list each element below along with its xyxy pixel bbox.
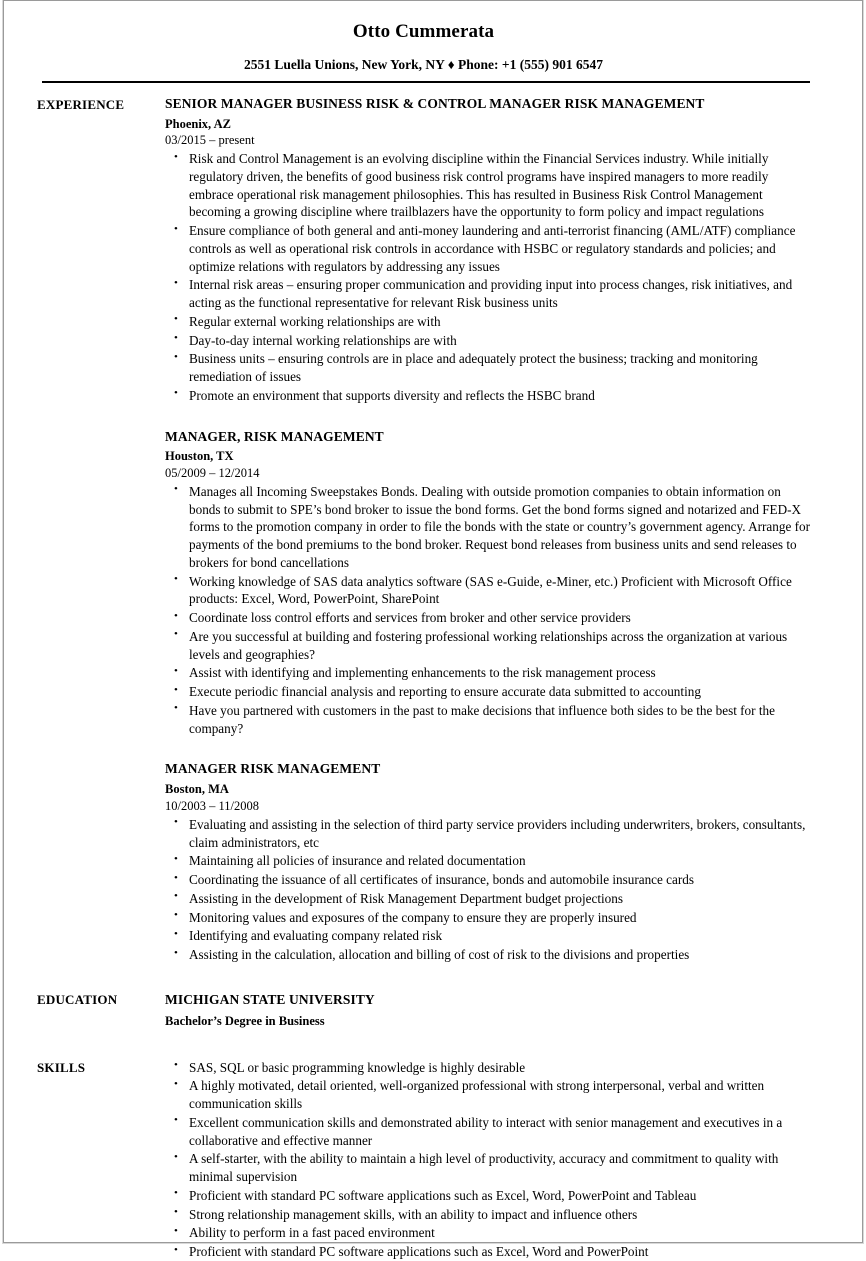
job-bullet: • Assisting in the development of Risk Management Department budget projections (165, 890, 810, 908)
job-bullet: • Are you successful at building and fostering professional working relationships across the organization at various levels and geographies? (165, 628, 810, 664)
job-bullet-list (165, 150, 810, 405)
skills-body (165, 1058, 810, 1261)
job-bullet: • Regular external working relationships are with (165, 313, 810, 331)
header-divider (42, 81, 810, 83)
job-entry (165, 429, 810, 738)
job-bullet: • Have you partnered with customers in the past to make decisions that influence both sides to be the best for the company? (165, 702, 810, 738)
skill-bullet: • Ability to perform in a fast paced environment (165, 1224, 810, 1242)
job-bullet: • Monitoring values and exposures of the company to ensure they are properly insured (165, 909, 810, 927)
job-bullet: • Evaluating and assisting in the selection of third party service providers including underwriters, brokers, consultants, claim administrators, etc (165, 816, 810, 852)
job-bullet: • Maintaining all policies of insurance and related documentation (165, 852, 810, 870)
section-label-experience: EXPERIENCE (37, 96, 125, 112)
section-label-education: EDUCATION (37, 991, 118, 1007)
job-bullet: • Working knowledge of SAS data analytics software (SAS e-Guide, e-Miner, etc.) Proficient with Microsoft Office products: Excel, Word, PowerPoint, SharePoint (165, 573, 810, 609)
skills-bullet-list (165, 1059, 810, 1261)
skill-bullet: • A self-starter, with the ability to maintain a high level of productivity, accuracy and commitment to quality with minimal supervision (165, 1150, 810, 1186)
job-bullet: • Assisting in the calculation, allocation and billing of cost of risk to the divisions and properties (165, 946, 810, 964)
job-bullet: • Coordinate loss control efforts and services from broker and other service providers (165, 609, 810, 627)
school-name: MICHIGAN STATE UNIVERSITY (165, 991, 375, 1007)
job-bullet-list (165, 483, 810, 738)
job-dates: 03/2015 – present (165, 132, 255, 147)
job-bullet-list (165, 816, 810, 964)
job-bullet: • Day-to-day internal working relationships are with (165, 332, 810, 350)
job-title: SENIOR MANAGER BUSINESS RISK & CONTROL MANAGER RISK MANAGEMENT (165, 95, 705, 111)
job-bullet: • Execute periodic financial analysis and reporting to ensure accurate data submitted to accounting (165, 683, 810, 701)
job-dates: 05/2009 – 12/2014 (165, 465, 260, 480)
job-location: Houston, TX (165, 449, 234, 464)
skill-bullet: • A highly motivated, detail oriented, well-organized professional with strong interpersonal, verbal and written communication skills (165, 1077, 810, 1113)
job-location: Boston, MA (165, 782, 229, 797)
job-bullet: • Promote an environment that supports diversity and reflects the HSBC brand (165, 387, 810, 405)
job-title: MANAGER, RISK MANAGEMENT (165, 428, 384, 444)
skill-bullet: • Strong relationship management skills, with an ability to impact and influence others (165, 1206, 810, 1224)
candidate-contact-line: 2551 Luella Unions, New York, NY ♦ Phone: +1 (555) 901 6547 (244, 56, 603, 72)
experience-section (37, 96, 810, 964)
job-dates: 10/2003 – 11/2008 (165, 798, 259, 813)
job-entry (165, 96, 810, 405)
job-bullet: • Business units – ensuring controls are in place and adequately protect the business; tracking and monitoring remediation of issues (165, 350, 810, 386)
job-entry (165, 761, 810, 963)
job-title: MANAGER RISK MANAGEMENT (165, 761, 381, 777)
skill-bullet: • SAS, SQL or basic programming knowledge is highly desirable (165, 1059, 810, 1077)
section-label-skills: SKILLS (37, 1059, 86, 1075)
skill-bullet: • Proficient with standard PC software applications such as Excel, Word and PowerPoint (165, 1243, 810, 1261)
degree-name: Bachelor’s Degree in Business (165, 1014, 325, 1029)
experience-body (165, 96, 810, 964)
education-section (37, 991, 810, 1030)
job-location: Phoenix, AZ (165, 116, 231, 131)
job-bullet: • Manages all Incoming Sweepstakes Bonds. Dealing with outside promotion companies to obtain information on bonds to submit to SPE’s bond broker to issue the bond forms. Get the bond forms signed and notarized and FED-X forms to the promotion company in order to file the bonds with the state or country’s government agency. Arrange for payments of the bond premiums to the bond broker. Request bond releases from business units and send releases to brokers for bond cancellations (165, 483, 810, 572)
job-bullet: • Coordinating the issuance of all certificates of insurance, bonds and automobile insurance cards (165, 871, 810, 889)
job-bullet: • Internal risk areas – ensuring proper communication and providing input into process changes, risk initiatives, and acting as the functional representative for relevant Risk business units (165, 276, 810, 312)
job-bullet: • Identifying and evaluating company related risk (165, 927, 810, 945)
job-bullet: • Risk and Control Management is an evolving discipline within the Financial Services industry. While initially regulatory driven, the benefits of good business risk control programs have inspired managers to more readily embrace operational risk management philosophies. This has resulted in Business Risk Control Management becoming a growing discipline where trailblazers have the opportunity to form policy and impact regulations (165, 150, 810, 221)
resume-header (37, 0, 810, 83)
job-bullet: • Ensure compliance of both general and anti-money laundering and anti-terrorist financing (AML/ATF) compliance controls as well as operational risk controls in accordance with HSBC or regulatory standards and policies; and optimize relations with regulators by addressing any issues (165, 222, 810, 275)
education-body (165, 991, 810, 1030)
skills-section (37, 1058, 810, 1261)
job-bullet: • Assist with identifying and implementing enhancements to the risk management process (165, 664, 810, 682)
skill-bullet: • Proficient with standard PC software applications such as Excel, Word, PowerPoint and Tableau (165, 1187, 810, 1205)
candidate-name: Otto Cummerata (352, 21, 495, 42)
skill-bullet: • Excellent communication skills and demonstrated ability to interact with senior management and executives in a collaborative and effective manner (165, 1114, 810, 1150)
